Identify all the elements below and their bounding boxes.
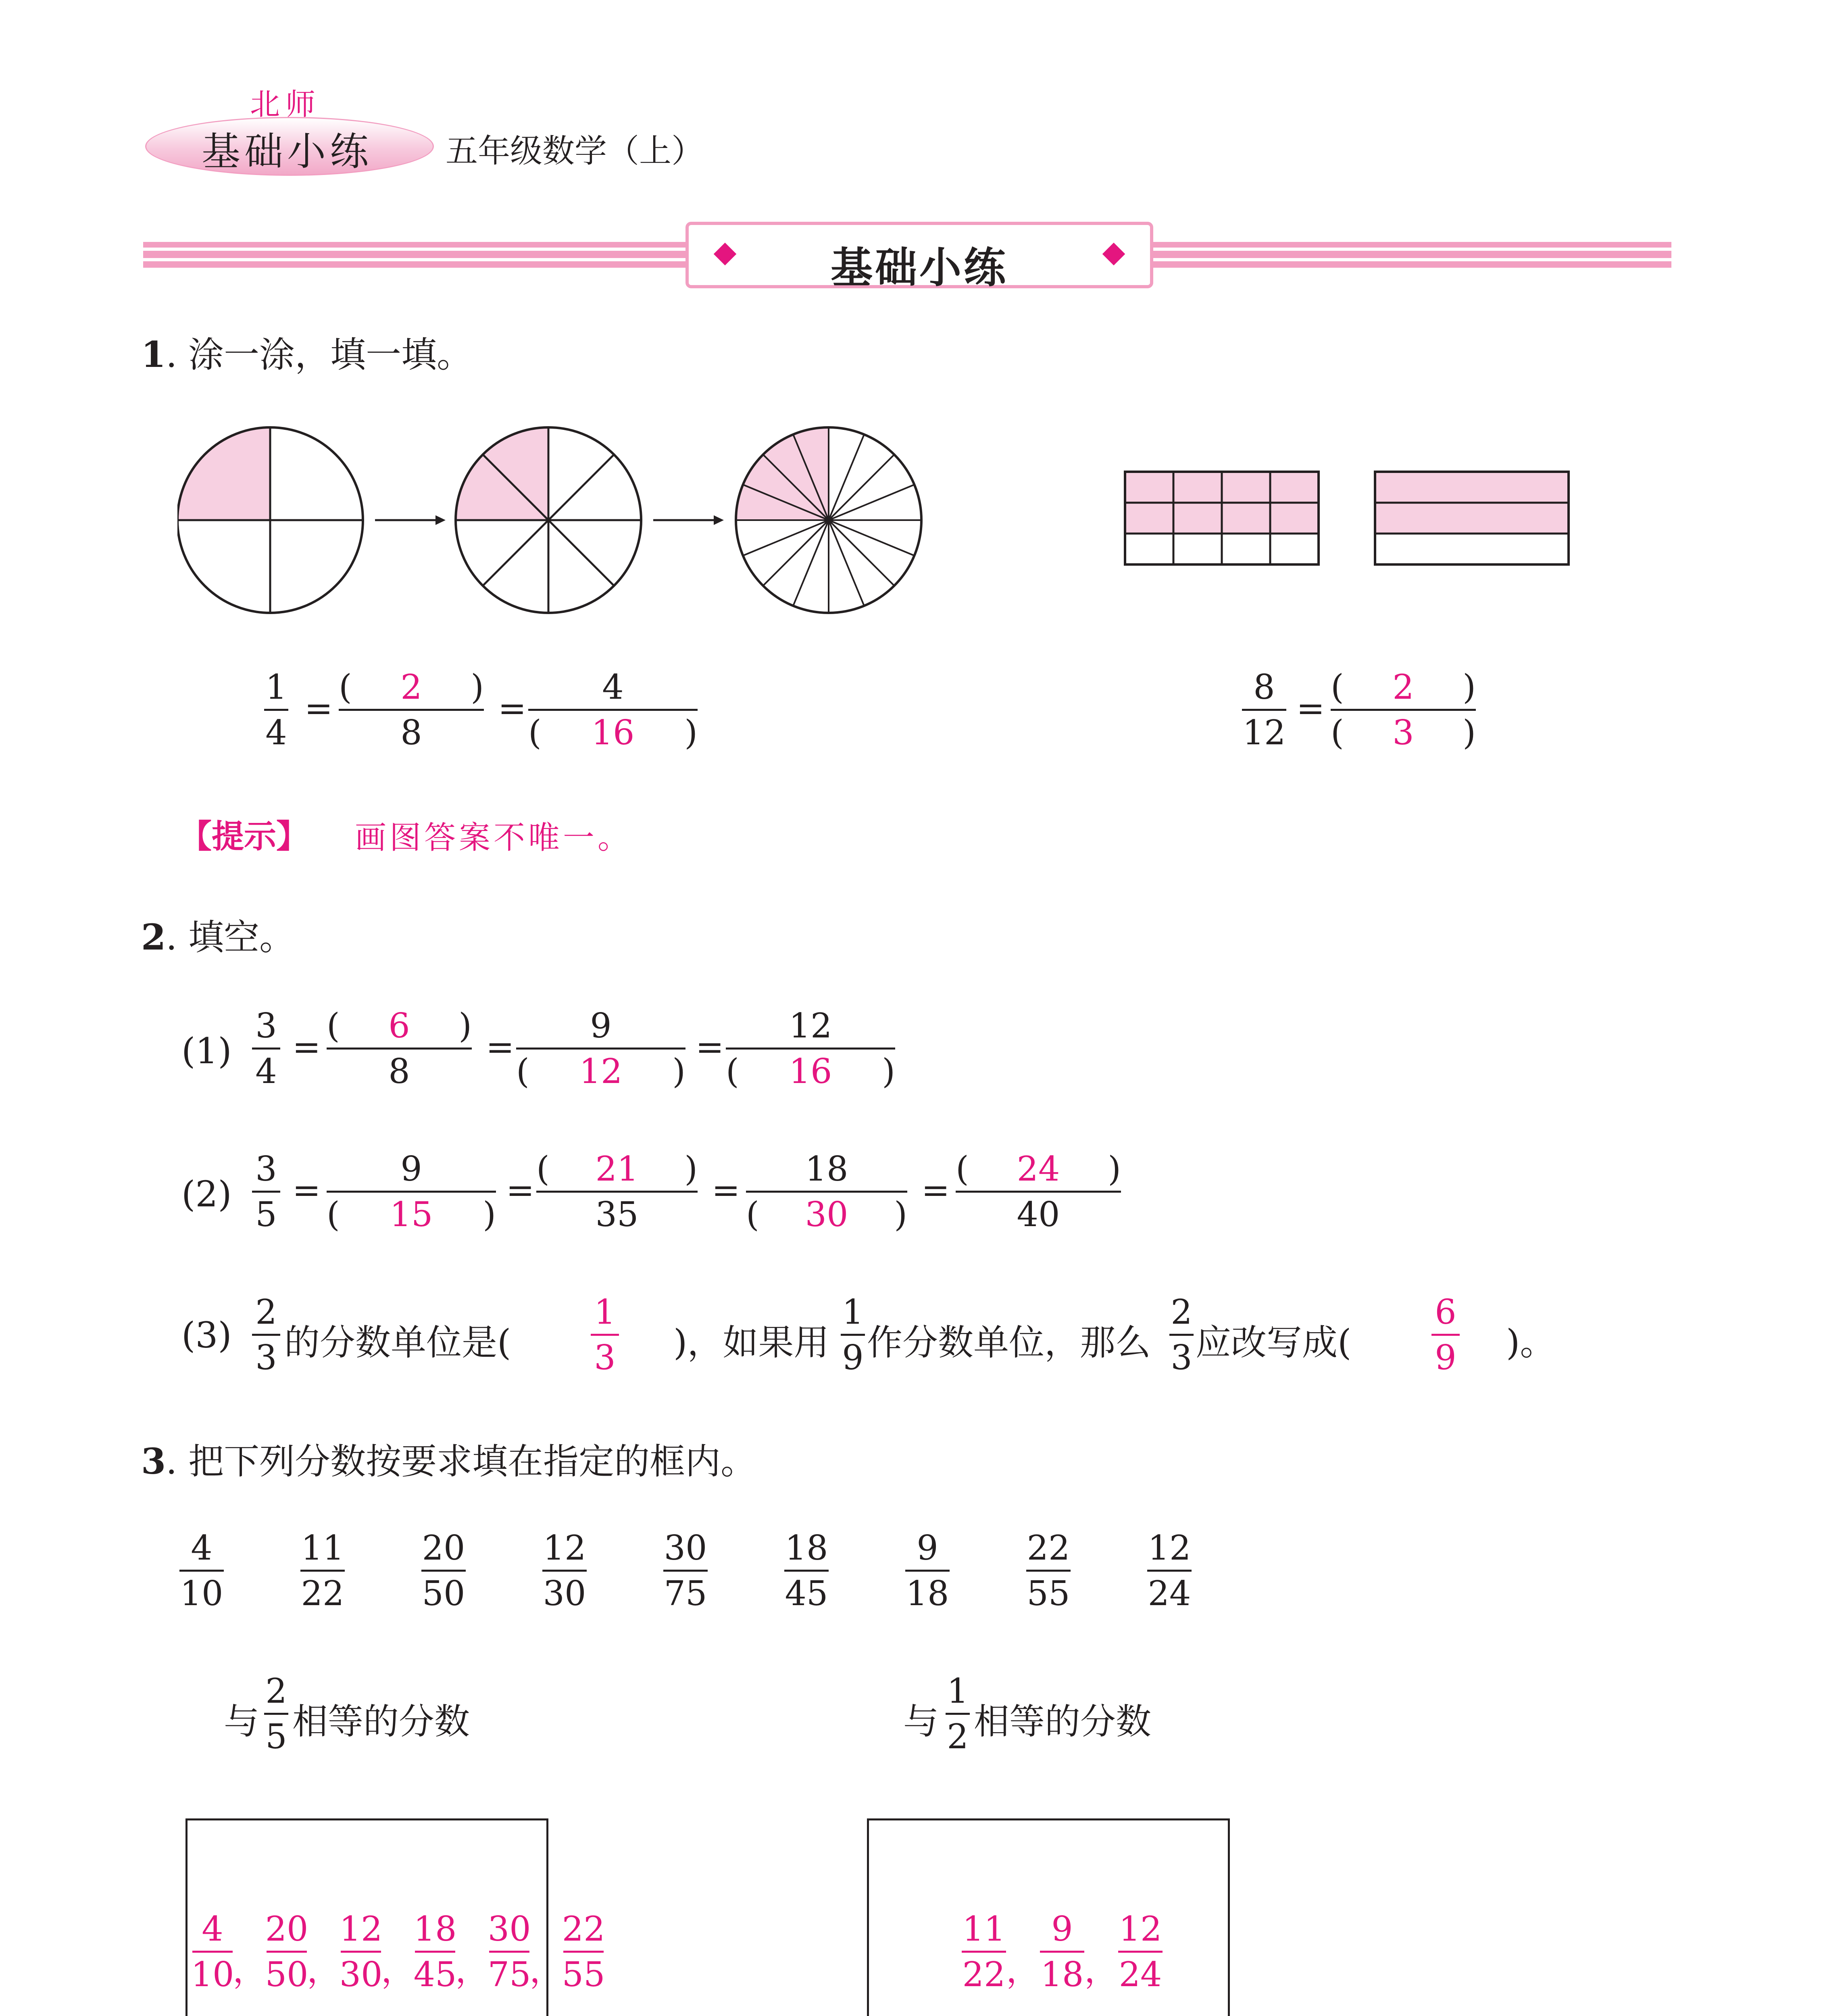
equals-sign: = [292, 1170, 321, 1210]
item-label: (1) [181, 1030, 232, 1072]
category-label-post: 相等的分数 [974, 1701, 1152, 1742]
question-1-heading: 1. 涂一涂，填一填。 [141, 333, 473, 375]
fraction-blank: 12 ( 16 ) [726, 1006, 895, 1091]
fraction-blank: 4 ( 16 ) [528, 667, 698, 752]
answer-fraction: 6 9 [1431, 1290, 1460, 1379]
section-title-box [685, 222, 1153, 292]
question-text: 作分数单位，那么 [867, 1322, 1151, 1363]
circle-eighths [456, 427, 641, 613]
fraction: 1 4 [264, 665, 288, 754]
fraction: 8 12 [1242, 667, 1286, 752]
question-text: 的分数单位是( [284, 1322, 511, 1363]
category-label-post: 相等的分数 [292, 1701, 470, 1742]
answer-fractions: 11 22 ， 9 18 ， 12 24 [962, 1907, 1163, 1996]
fraction: 20 50 [422, 1528, 465, 1613]
fraction: 1 2 [946, 1669, 970, 1758]
fraction-blank: 9 ( 15 ) [327, 1149, 496, 1234]
fraction: 22 55 [1027, 1528, 1070, 1613]
equals-sign: = [712, 1170, 740, 1210]
category-label-pre: 与 [224, 1701, 260, 1742]
fraction-blank: ( 6 ) 8 [327, 1006, 472, 1091]
fraction-list [179, 1526, 1192, 1615]
item-label: (2) [181, 1173, 232, 1215]
equals-sign: = [921, 1170, 950, 1210]
fraction-blank: ( 24 ) 40 [956, 1149, 1121, 1234]
answer-fraction: 9 18 [1040, 1909, 1084, 1994]
question-text: )，如果用 [673, 1322, 829, 1363]
row-rectangle [1375, 472, 1569, 564]
answer-fraction: 12 24 [1119, 1909, 1162, 1994]
fraction: 12 30 [543, 1528, 586, 1613]
answer-fraction: 4 10 [191, 1909, 234, 1994]
section-title: 基础小练 [830, 243, 1008, 292]
fraction-blank: 9 ( 12 ) [516, 1006, 685, 1091]
answer-fraction: 11 22 [962, 1909, 1006, 1994]
hint-text: 画图答案不唯一。 [355, 820, 633, 856]
equals-sign: = [292, 1027, 321, 1067]
arrow-icon [653, 515, 724, 525]
hint-label: 【提示】 [179, 818, 308, 855]
circle-sixteenths [736, 427, 921, 613]
series-logo-small: 北师 [250, 87, 321, 122]
answer-fraction: 1 3 [591, 1290, 619, 1379]
question-3-heading: 3. 把下列分数按要求填在指定的框内。 [141, 1440, 756, 1482]
question-text: )。 [1506, 1322, 1556, 1363]
circle-quarters [177, 427, 363, 613]
answer-box-two-fifths [185, 1818, 605, 2016]
answer-box-one-half [867, 1818, 1230, 2016]
fraction: 30 75 [664, 1528, 707, 1613]
answer-fractions: 4 10 ， 20 50 ， 12 30 ， 18 45 ， 30 75 ， 22 55 [192, 1907, 604, 1996]
fraction: 11 22 [301, 1528, 344, 1613]
fraction: 2 5 [264, 1669, 288, 1758]
answer-fraction: 22 55 [562, 1909, 605, 1994]
equals-sign: = [1296, 689, 1325, 728]
q1-diagrams [177, 419, 1613, 629]
fraction: 9 18 [906, 1528, 949, 1613]
equals-sign: = [304, 689, 333, 728]
grade-subject-label: 五年级数学（上） [446, 132, 704, 170]
fraction: 12 24 [1148, 1528, 1191, 1613]
fraction-blank: 18 ( 30 ) [746, 1149, 907, 1234]
arrow-icon [375, 515, 446, 525]
answer-fraction: 18 45 [413, 1909, 457, 1994]
fraction: 2 3 [1169, 1290, 1194, 1379]
answer-fraction: 12 30 [339, 1909, 383, 1994]
item-label: (3) [181, 1314, 232, 1356]
fraction-blank: ( 21 ) 35 [536, 1149, 698, 1234]
equals-sign: = [506, 1170, 535, 1210]
fraction-blank: ( 2 ) 8 [339, 667, 484, 752]
equals-sign: = [696, 1027, 724, 1067]
question-text: 应改写成( [1196, 1322, 1352, 1363]
fraction: 3 5 [252, 1147, 280, 1236]
series-logo-title: 基础小练 [202, 129, 373, 174]
fraction: 18 45 [785, 1528, 828, 1613]
grid-rectangle [1125, 472, 1319, 564]
equals-sign: = [486, 1027, 515, 1067]
question-2-heading: 2. 填空。 [141, 916, 295, 958]
answer-fraction: 20 50 [265, 1909, 308, 1994]
equals-sign: = [498, 689, 527, 728]
fraction: 2 3 [252, 1290, 280, 1379]
fraction: 3 4 [252, 1004, 280, 1093]
fraction: 1 9 [841, 1290, 865, 1379]
answer-fraction: 30 75 [488, 1909, 531, 1994]
fraction-blank: ( 2 ) ( 3 ) [1331, 667, 1476, 752]
category-label-pre: 与 [903, 1701, 939, 1742]
fraction: 4 10 [180, 1528, 223, 1613]
